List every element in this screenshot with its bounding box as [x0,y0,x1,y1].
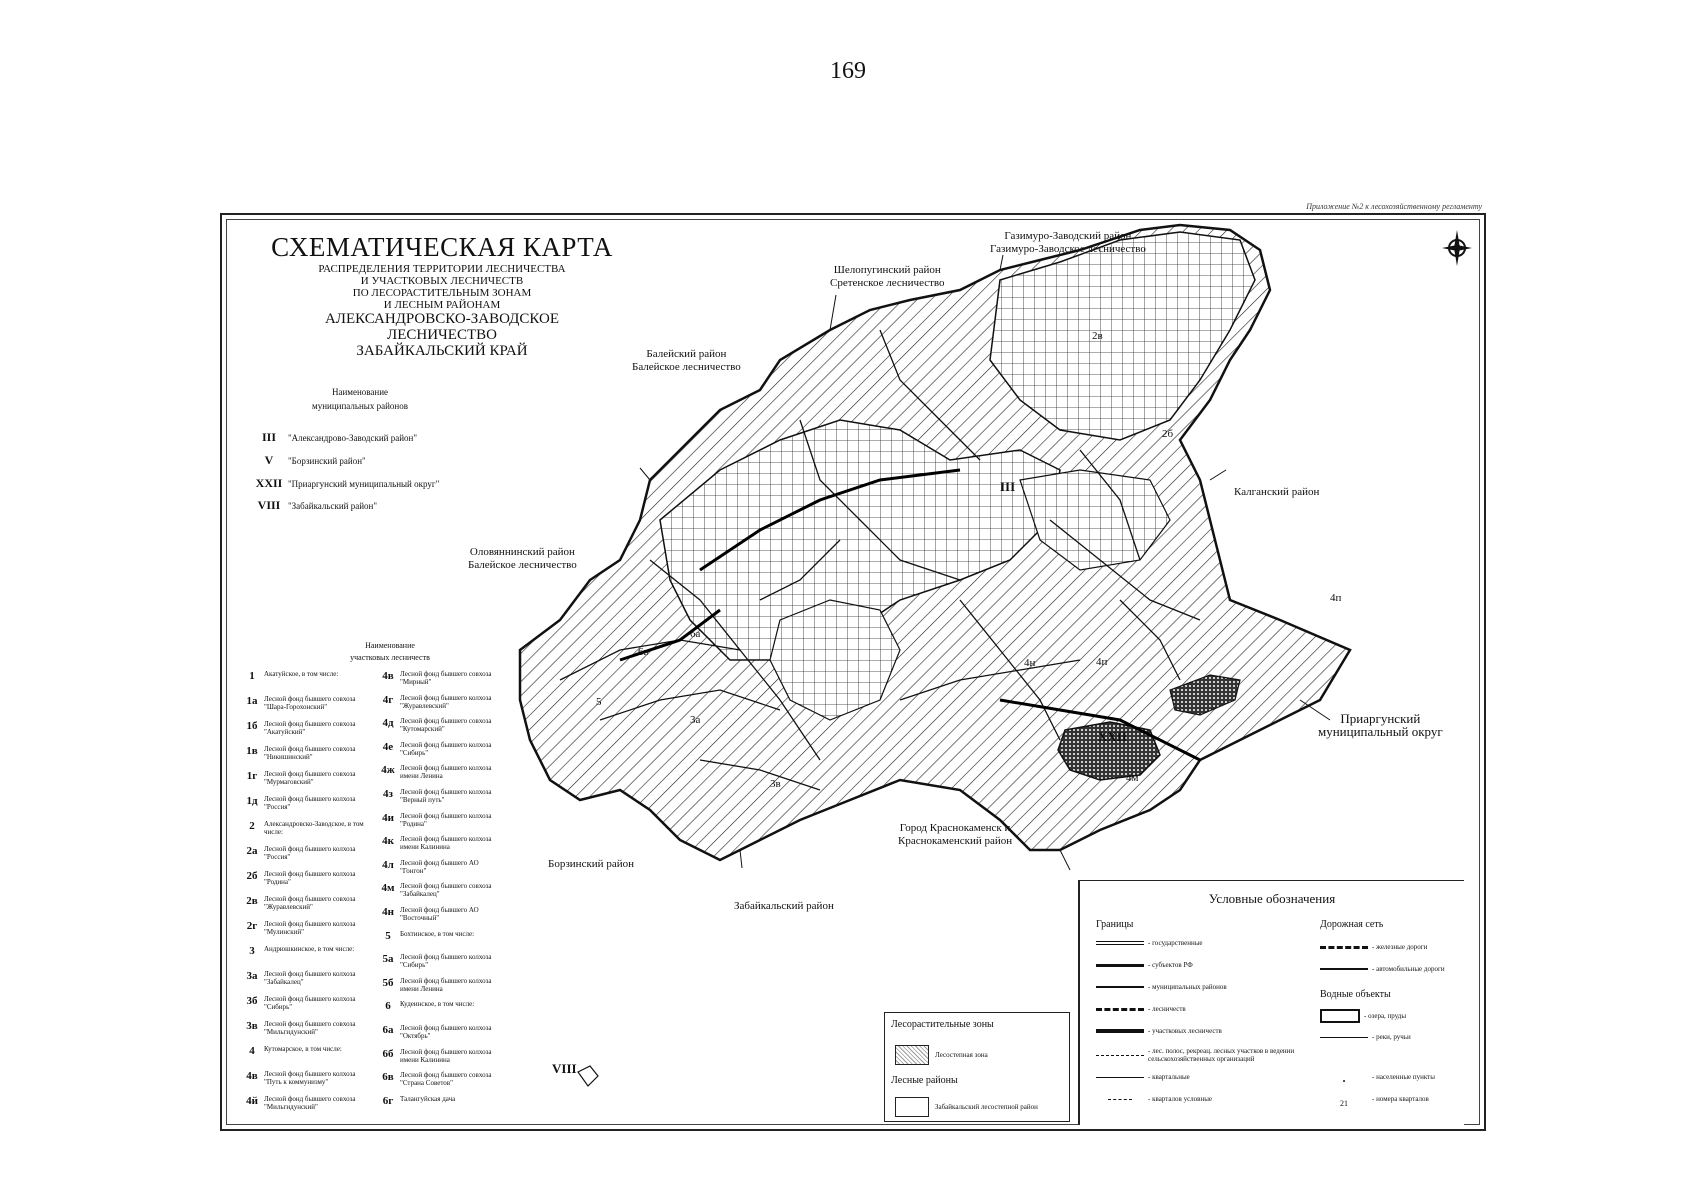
forestry-row [376,694,500,710]
label-line: муниципальный округ [1318,724,1443,739]
legend-row-label: - участковых лесничеств [1148,1027,1222,1035]
forestry-code: 1д [246,795,258,807]
forestry-row [376,882,500,898]
boundary-state-swatch [1096,941,1144,945]
zones-legend-item-label: Лесостепная зона [935,1051,988,1059]
label-line: Краснокаменский район [898,835,1013,847]
legend-water-title: Водные объекты [1320,989,1391,1000]
label-line: Калганский район [1234,486,1320,498]
forestry-row [240,820,364,836]
label-zabaikalsk-district [734,900,834,913]
label-line: Приаргунский [1340,711,1421,726]
legend-row-label: - реки, ручьи [1372,1033,1411,1041]
forestry-code: 1 [249,670,255,682]
forestry-row [240,1070,364,1086]
forestry-code: 3б [246,995,258,1007]
river-swatch [1320,1037,1368,1038]
forestry-row [240,920,364,936]
zone-label: 3а [690,714,701,726]
forestry-row [376,788,500,804]
forestry-row [240,870,364,886]
legend-boundaries-title: Границы [1096,919,1134,930]
forestry-description: Лесной фонд бывшего совхоза "Никишинский" [264,745,356,761]
forestry-description: Лесной фонд бывшего совхоза "Забайкалец" [400,882,492,899]
appendix-note: Приложение №2 к лесохозяйственному регламенту [1306,202,1482,211]
forestry-row [376,859,500,875]
legend-row: • - населенные пункты [1342,1073,1435,1086]
forestry-description: Лесной фонд бывшего колхоза "Забайкалец" [264,970,356,986]
label-line: Борзинский район [548,858,634,870]
legend-row-label: - озера, пруды [1364,1012,1407,1020]
forestry-code: 5б [382,976,394,989]
boundary-district-swatch [1096,986,1144,988]
zone-label: 3в [770,778,781,790]
label-roman-iii: III [1000,479,1016,494]
forestry-description: Лесной фонд бывшего колхоза "Родина" [264,870,356,886]
forestry-code: 6а [382,1024,394,1036]
label-line: Забайкальский район [734,900,834,912]
forestry-row [240,1045,364,1055]
boundary-quarter-conditional-swatch [1108,1099,1132,1100]
district-name: "Забайкальский район" [288,500,378,511]
zones-legend [884,1012,1070,1122]
forestry-description: Лесной фонд бывшего АО "Восточный" [400,906,479,922]
district-row [250,430,417,445]
forestries-heading-line-2: участковых лесничеств [350,653,430,662]
forest-district-item [895,1097,1038,1117]
label-krasnokamensk-district [898,822,1012,848]
district-row [250,476,439,491]
forestry-description: Лесной фонд бывшего АО "Гонгон" [400,858,479,875]
forestry-code: 1г [246,770,258,782]
district-name: "Борзинский район" [288,455,366,466]
label-line: Балейское лесничество [468,559,577,571]
forest-district-swatch [895,1097,929,1117]
forestry-code: 3 [249,945,255,957]
forestry-code: 4и [382,811,394,824]
road-swatch [1320,968,1368,970]
page-number: 169 [830,58,866,84]
zone-label: 6в [638,646,649,658]
legend-row-label: - квартальные [1148,1073,1190,1081]
org-line-3: ЗАБАЙКАЛЬСКИЙ КРАЙ [356,343,528,359]
zone-label: 2в [1092,330,1103,342]
forestry-description: Кутомарское, в том числе: [264,1045,342,1053]
forestry-code: 4л [382,858,394,871]
forestry-description: Андрюшкинское, в том числе: [264,945,355,953]
forestry-row [240,1020,364,1036]
forestry-description: Лесной фонд бывшего совхоза "Кутомарский" [400,717,492,734]
forest-districts-title: Лесные районы [891,1075,958,1086]
legend-row [1096,1047,1296,1063]
forestry-code: 4в [382,670,394,682]
forestry-description: Лесной фонд бывшего совхоза "Мильгидунский" [264,1020,356,1036]
forestry-description: Лесной фонд бывшего колхоза имени Калинина [400,1047,492,1064]
district-num: III [261,430,276,444]
forestry-code: 6в [382,1071,394,1084]
legend-row-label: - автомобильные дороги [1372,965,1445,973]
title-line-3: ПО ЛЕСОРАСТИТЕЛЬНЫМ ЗОНАМ [352,287,532,299]
forestry-code: 2в [246,895,258,907]
forestry-description: Лесной фонд бывшего совхоза "Шара-Горохонский" [264,695,356,711]
boundary-agri-swatch [1096,1055,1144,1056]
forestry-code: 4м [381,882,395,895]
forestry-description: Лесной фонд бывшего колхоза "Путь к коммунизму" [264,1070,356,1086]
forestry-description: Лесной фонд бывшего совхоза "Журавлевский" [264,895,356,911]
forestry-code: 4г [382,693,394,706]
forestry-row [240,970,364,986]
forestry-code: 2г [246,920,258,932]
railway-swatch [1320,946,1368,949]
legend-row [1096,1005,1186,1013]
boundary-quarter-swatch [1096,1077,1144,1078]
label-baley-district [632,348,741,374]
forestry-code: 4в [246,1070,258,1082]
legend-row-label: - лесничеств [1148,1005,1186,1013]
forestry-code: 4н [382,906,394,918]
forestry-code: 4ж [381,764,395,777]
forestry-code: 5а [382,953,394,966]
forestry-row [376,764,500,780]
label-olovyannaya-district [468,546,577,572]
forestry-description: Талангуйская дача [400,1094,456,1103]
forestry-code: 1а [246,695,258,707]
label-kalga-district [1234,486,1319,499]
forestry-row [376,1024,500,1040]
forestry-code: 1б [246,720,258,732]
label-line: Газимуро-Заводский район [1004,230,1132,242]
zones-legend-item [895,1045,988,1065]
forestry-description: Кудеинское, в том числе: [400,1000,475,1009]
title-line-1: РАСПРЕДЕЛЕНИЯ ТЕРРИТОРИИ ЛЕСНИЧЕСТВА [318,263,566,275]
legend-row-label: - населенные пункты [1372,1073,1435,1081]
forestry-description: Лесной фонд бывшего колхоза "Родина" [400,811,492,828]
forestry-row [376,953,500,969]
forestry-code: 4д [382,717,394,730]
forestry-row [240,695,364,711]
forestry-description: Лесной фонд бывшего колхоза "Октябрь" [400,1024,492,1040]
legend-row [1096,939,1203,947]
forestry-row [240,845,364,861]
forestry-description: Лесной фонд бывшего колхоза "Мулинский" [264,920,356,936]
forestry-row [376,1095,500,1105]
forestry-row [240,745,364,761]
legend-row-label: - железные дороги [1372,943,1428,951]
forestry-code: 2а [246,845,258,857]
districts-heading-line-2: муниципальных районов [312,401,408,411]
forestry-description: Лесной фонд бывшего колхоза "Сибирь" [400,953,492,970]
zone-label: 4п [1330,592,1342,604]
forestry-row [376,977,500,993]
forestry-row [240,670,364,680]
forest-steppe-swatch [895,1045,929,1065]
forestry-code: 5 [385,929,391,942]
forestry-code: 1в [246,745,258,757]
forestry-row [376,1071,500,1087]
forestry-code: 4з [383,788,393,800]
forestry-description: Александровско-Заводское, в том числе: [264,820,364,836]
forestry-description: Бохтинское, в том числе: [400,929,475,938]
forestry-row [376,741,500,757]
forestry-row [376,1048,500,1064]
legend-row-label: - субъектов РФ [1148,961,1193,969]
forestry-description: Лесной фонд бывшего совхоза "Мильгидунский" [264,1095,356,1111]
district-name: "Приаргунский муниципальный округ" [288,478,440,489]
forestry-description: Лесной фонд бывшего колхоза "Верный путь" [400,788,492,804]
title-block [232,232,652,359]
legend-row-label: - кварталов условные [1148,1095,1213,1103]
forestry-row [240,795,364,811]
legend-row-label: - лес. полос, рекреац. лесных участков в ведении сельскохозяйственных организаций [1148,1047,1295,1063]
forestry-code: 2б [246,870,258,882]
zone-label: 2б [1162,428,1174,440]
legend-row [1096,1073,1190,1081]
legend-title: Условные обозначения [1208,891,1336,906]
forestry-description: Акатуйское, в том числе: [264,670,339,678]
district-num: XXII [255,476,283,490]
forestry-row [376,717,500,733]
legend-row-label: - муниципальных районов [1148,983,1227,991]
forestry-row [240,895,364,911]
map-title: СХЕМАТИЧЕСКАЯ КАРТА [271,232,613,262]
forestry-row [376,1000,500,1013]
boundary-subject-swatch [1096,964,1144,967]
forestry-row [376,812,500,828]
forestry-code: 4е [382,740,394,753]
forestry-description: Лесной фонд бывшего совхоза "Страна Советов" [400,1071,492,1088]
zone-label: 6а [690,628,701,640]
forestries-heading [310,640,470,664]
forestry-description: Лесной фонд бывшего совхоза "Мурмаговский" [264,770,356,786]
label-line: Газимуро-Заводское лесничество [990,243,1146,255]
label-line: Оловяннинский район [469,546,575,558]
label-line: Шелопугинский район [833,264,941,276]
label-line: Балейский район [646,348,727,360]
legend-row: 21 - номера кварталов [1340,1095,1429,1108]
forestry-row [376,906,500,922]
label-borzya-district [548,858,634,871]
forestry-description: Лесной фонд бывшего колхоза "Россия" [264,845,356,861]
districts-heading-line-1: Наименование [331,387,389,397]
label-gazimur-district [990,230,1146,256]
forestry-code: 3а [246,970,258,982]
title-line-2: И УЧАСТКОВЫХ ЛЕСНИЧЕСТВ [360,275,524,287]
label-shelopugino-district [830,264,945,290]
forestry-description: Лесной фонд бывшего колхоза имени Ленина [400,976,492,993]
forestry-description: Лесной фонд бывшего совхоза "Мирный" [400,670,492,686]
forestry-description: Лесной фонд бывшего колхоза имени Калинина [400,835,492,852]
legend-row [1320,965,1445,973]
legend-row [1320,1009,1406,1023]
district-row [250,498,377,513]
forestry-code: 4к [382,835,394,848]
forestry-description: Лесной фонд бывшего колхоза имени Ленина [400,764,492,781]
forestry-code: 2 [249,820,255,832]
forestry-description: Лесной фонд бывшего колхоза "Журавлевский" [400,693,492,710]
forest-district-item-label: Забайкальский лесостепной район [935,1103,1038,1111]
label-roman-xxii: XXII [1098,729,1127,744]
lake-swatch [1320,1009,1360,1023]
legend-row [1096,983,1227,991]
forestries-heading-line-1: Наименование [365,641,415,650]
forestry-row [240,720,364,736]
org-line-1: АЛЕКСАНДРОВСКО-ЗАВОДСКОЕ [324,311,560,327]
legend-row [1320,943,1427,951]
zone-label: 4п [1096,656,1108,668]
forestry-code: 6г [382,1094,394,1107]
forestry-code: 6 [385,1000,391,1013]
label-line: Балейское лесничество [632,361,741,373]
legend-row [1096,1027,1222,1035]
forestry-row [376,930,500,940]
label-roman-viii: VIII [552,1061,577,1076]
forestry-code: 4 [249,1045,255,1057]
forestry-row [240,1095,364,1111]
label-line: Сретенское лесничество [830,277,945,289]
title-line-4: И ЛЕСНЫМ РАЙОНАМ [383,299,501,311]
zone-label: 4н [1024,657,1036,669]
legend-row [1096,1095,1212,1103]
zone-label: 5 [596,696,602,708]
boundary-forestry-swatch [1096,1008,1144,1011]
forestry-code: 3в [246,1020,258,1032]
forestry-row [376,670,500,686]
forestry-row [240,770,364,786]
label-line: Город Краснокаменск и [899,822,1011,834]
legend-row [1320,1033,1411,1041]
district-num: VIII [257,498,281,512]
viii-inset-shape [578,1066,598,1086]
org-line-2: ЛЕСНИЧЕСТВО [387,327,497,343]
district-num: V [264,453,274,467]
district-row [250,453,366,468]
forestry-row [376,835,500,851]
forestry-description: Лесной фонд бывшего совхоза "Акатуйский" [264,720,356,736]
district-name: "Александрово-Заводский район" [288,432,418,443]
label-priargun-district [1318,712,1443,738]
legend-row-label: - государственные [1148,939,1203,947]
zones-legend-title: Лесорастительные зоны [891,1019,994,1030]
forestry-description: Лесной фонд бывшего колхоза "Сибирь" [264,995,356,1011]
forestry-description: Лесной фонд бывшего колхоза "Сибирь" [400,740,492,757]
forestry-row [240,945,364,955]
forestry-description: Лесной фонд бывшего колхоза "Россия" [264,795,356,811]
districts-heading [270,385,450,413]
forestry-code: 4й [246,1095,258,1107]
legend [1078,880,1464,1125]
boundary-local-forestry-swatch [1096,1029,1144,1033]
forestry-code: 6б [382,1047,394,1060]
compass-icon [1440,228,1474,268]
legend-row-label: - номера кварталов [1372,1095,1429,1103]
legend-row [1096,961,1193,969]
legend-roads-title: Дорожная сеть [1320,919,1384,930]
forestry-row [240,995,364,1011]
zone-label: 4м [1126,772,1139,784]
